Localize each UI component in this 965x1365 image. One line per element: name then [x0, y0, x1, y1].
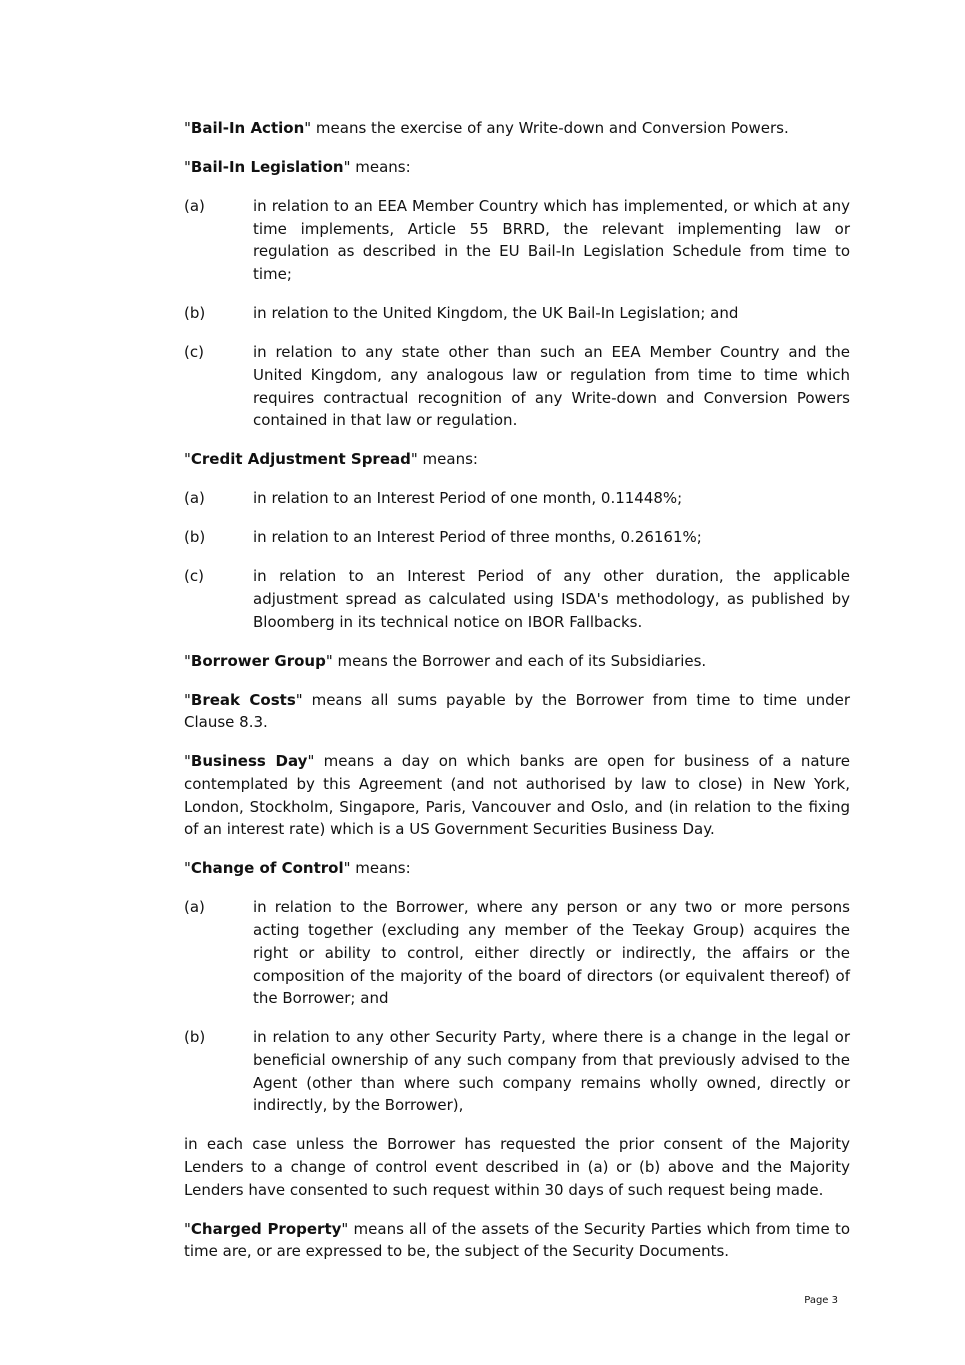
list-item-label: (b)	[184, 304, 206, 323]
definition-bail-in-action	[184, 117, 850, 140]
definition-charged-property	[184, 1218, 850, 1263]
open-quote: "	[184, 450, 191, 469]
definition-text: " means:	[343, 859, 411, 878]
definition-text: " means:	[410, 450, 478, 469]
list-item-label: (c)	[184, 567, 204, 586]
list-item	[184, 195, 850, 286]
definition-text: " means:	[343, 158, 411, 176]
list-item-label: (b)	[184, 528, 206, 547]
definition-text: " means all sums payable by the Borrower from time to time under Clause 8.3.	[184, 690, 850, 732]
definition-text: " means the Borrower and each of its Subsidiaries.	[325, 651, 707, 670]
list-item-label: (a)	[184, 489, 205, 508]
list-item-text: in relation to an Interest Period of three months, 0.26161%;	[253, 528, 702, 547]
list-item	[184, 896, 850, 1010]
defined-term: Credit Adjustment Spread	[190, 450, 411, 469]
defined-term: Change of Control	[190, 859, 344, 878]
list-item	[184, 487, 850, 510]
definitions-body	[184, 117, 850, 1279]
list-item-text: in relation to any state other than such an EEA Member Country and the United Kingdom, any analogous law or regulation from time to time which requires contractual recognition of any Write-down and Conversion Powers contained in that law or regulation.	[253, 343, 850, 430]
list-item	[184, 341, 850, 432]
list-item-label: (c)	[184, 343, 204, 362]
list-item	[184, 1026, 850, 1117]
definition-business-day	[184, 750, 850, 841]
list-item-text: in relation to the United Kingdom, the UK Bail-In Legislation; and	[253, 304, 739, 323]
list-item-label: (b)	[184, 1028, 206, 1047]
list-item-text: in relation to an Interest Period of one month, 0.11448%;	[253, 489, 683, 508]
list-item-text: in relation to an EEA Member Country which has implemented, or which at any time implements, Article 55 BRRD, the relevant implementing law or regulation as described in the EU Bail-In Legislation Schedule from time to time;	[253, 197, 850, 284]
defined-term: Charged Property	[190, 1219, 342, 1238]
change-of-control-closing-text: in each case unless the Borrower has requested the prior consent of the Majority Lenders to a change of control event described in (a) or (b) above and the Majority Lenders have consented to such request within 30 days of such request being made.	[184, 1135, 850, 1199]
list-item-text: in relation to any other Security Party, where there is a change in the legal or beneficial ownership of any such company from that previously advised to the Agent (other than where such company remains wholly owned, directly or indirectly, by the Borrower),	[253, 1028, 850, 1115]
open-quote: "	[184, 651, 191, 670]
open-quote: "	[184, 859, 191, 878]
list-item-text: in relation to the Borrower, where any person or any two or more persons acting together (excluding any member of the Teekay Group) acquires the right or ability to control, either directly or indirectly, the affairs or the composition of the majority of the board of directors (or equivalent thereof) of the Borrower; and	[253, 898, 850, 1008]
definition-credit-adjustment-spread	[184, 448, 850, 471]
open-quote: "	[184, 752, 191, 771]
page-number: Page 3	[804, 1295, 838, 1306]
list-item	[184, 302, 850, 325]
open-quote: "	[184, 690, 191, 709]
list-item-label: (a)	[184, 898, 205, 917]
list-item-label: (a)	[184, 197, 205, 215]
defined-term: Bail-In Action	[190, 119, 305, 137]
defined-term: Borrower Group	[190, 651, 326, 670]
defined-term: Business Day	[190, 752, 308, 771]
definition-text: " means the exercise of any Write-down and Conversion Powers.	[304, 119, 789, 137]
open-quote: "	[184, 1219, 191, 1238]
list-item	[184, 526, 850, 549]
defined-term: Break Costs	[190, 690, 296, 709]
definition-change-of-control	[184, 857, 850, 880]
definition-bail-in-legislation	[184, 156, 850, 179]
definition-break-costs	[184, 689, 850, 734]
list-item-text: in relation to an Interest Period of any other duration, the applicable adjustment spread as calculated using ISDA's methodology, as published by Bloomberg in its technical notice on IBOR Fallbacks.	[253, 567, 850, 631]
definition-text: " means a day on which banks are open for business of a nature contemplated by this Agreement (and not authorised by law to close) in New York, London, Stockholm, Singapore, Paris, Vancouver and Oslo, and (in relation to the fixing of an interest rate) which is a US Government Securities Business Day.	[184, 752, 850, 839]
open-quote: "	[184, 119, 191, 137]
list-item	[184, 565, 850, 633]
defined-term: Bail-In Legislation	[190, 158, 344, 176]
open-quote: "	[184, 158, 191, 176]
definition-text: " means all of the assets of the Security Parties which from time to time are, or are expressed to be, the subject of the Security Documents.	[184, 1219, 851, 1261]
definition-borrower-group	[184, 650, 850, 673]
